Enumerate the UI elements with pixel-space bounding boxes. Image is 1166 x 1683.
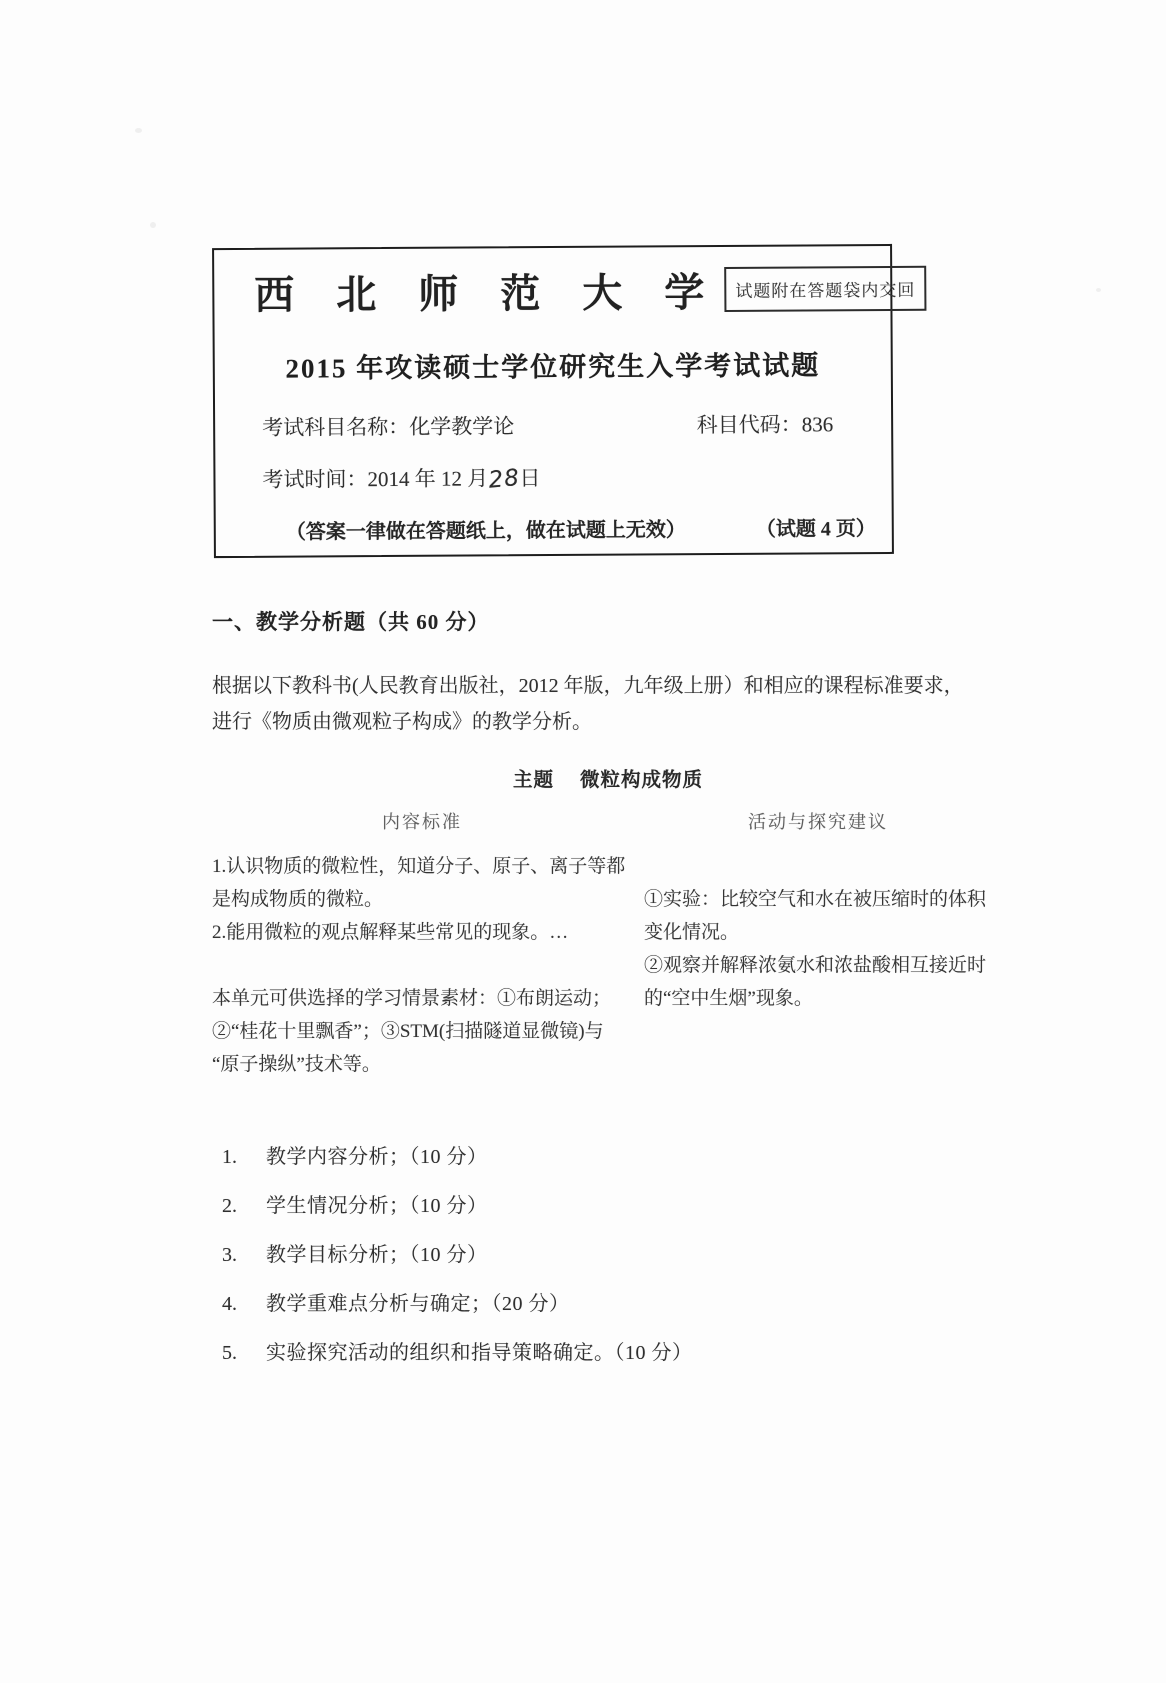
learning-materials-note: 本单元可供选择的学习情景素材：①布朗运动；②“桂花十里飘香”；③STM(扫描隧道显微镜)与“原子操纵”技术等。 xyxy=(212,988,612,1075)
exam-time xyxy=(215,460,891,494)
question-item-5 xyxy=(212,1339,1004,1368)
exam-header-box xyxy=(212,244,916,558)
table-title-label: 主题 xyxy=(512,770,554,791)
question-text: 教学重难点分析与确定；（20 分） xyxy=(266,1293,570,1315)
header-top-row xyxy=(254,260,916,321)
question-number: 5. xyxy=(222,1342,237,1364)
question-text: 教学目标分析；（10 分） xyxy=(266,1244,488,1266)
activity-item-1: ①实验：比较空气和水在被压缩时的体积变化情况。 xyxy=(644,889,987,943)
question-item-3 xyxy=(212,1241,1004,1270)
subject-row xyxy=(215,408,891,442)
table-title-topic: 微粒构成物质 xyxy=(580,770,704,791)
question-list xyxy=(212,1143,1004,1368)
university-name: 西 北 师 范 大 学 xyxy=(254,269,721,318)
exam-time-prefix: 考试时间：2014 年 12 月 xyxy=(262,466,489,492)
handwritten-day: 28 xyxy=(487,464,521,494)
question-number: 3. xyxy=(222,1244,237,1266)
activity-item-2: ②观察并解释浓氨水和浓盐酸相互接近时的“空中生烟”现象。 xyxy=(644,955,987,1009)
table-header-row xyxy=(212,808,1004,834)
exam-body xyxy=(212,606,1004,1388)
scan-speck xyxy=(135,128,142,133)
question-text: 教学内容分析；（10 分） xyxy=(266,1146,488,1168)
activity-suggestion-cell xyxy=(644,850,1004,1081)
question-number: 2. xyxy=(222,1195,237,1217)
exam-time-suffix: 日 xyxy=(519,466,541,491)
intro-line-1: 根据以下教科书(人民教育出版社，2012 年版，九年级上册）和相应的课程标准要求， xyxy=(212,675,964,697)
question-text: 实验探究活动的组织和指导策略确定。（10 分） xyxy=(266,1342,693,1364)
section-intro xyxy=(212,668,1004,740)
return-notice-box: 试题附在答题袋内交回 xyxy=(724,266,926,312)
content-standard-item-1: 1.认识物质的微粒性，知道分子、原子、离子等都是构成物质的微粒。 xyxy=(212,856,626,910)
answer-instruction: （答案一律做在答题纸上，做在试题上无效） xyxy=(285,519,686,544)
subject-code: 科目代码：836 xyxy=(696,412,834,438)
column-header-activity-suggestion: 活动与探究建议 xyxy=(748,812,888,832)
exam-title: 2015 年攻读硕士学位研究生入学考试试题 xyxy=(285,350,821,384)
question-item-2 xyxy=(212,1192,1004,1221)
instruction-row xyxy=(216,512,892,545)
question-item-1 xyxy=(212,1143,1004,1172)
content-standard-item-2: 2.能用微粒的观点解释某些常见的现象。… xyxy=(212,922,569,943)
column-header-content-standard: 内容标准 xyxy=(382,812,462,832)
page-count-note: （试题 4 页） xyxy=(755,518,876,541)
question-number: 4. xyxy=(222,1293,237,1315)
question-text: 学生情况分析；（10 分） xyxy=(266,1195,488,1217)
scan-speck xyxy=(1096,288,1101,292)
content-standard-cell xyxy=(212,850,630,1081)
question-number: 1. xyxy=(222,1146,237,1168)
scan-speck xyxy=(150,222,156,228)
curriculum-standard-table xyxy=(212,764,1004,1081)
table-title xyxy=(212,764,1004,792)
intro-line-2: 进行《物质由微观粒子构成》的教学分析。 xyxy=(212,711,592,733)
question-item-4 xyxy=(212,1290,1004,1319)
table-body-row xyxy=(212,850,1004,1081)
section-one-heading: 一、教学分析题（共 60 分） xyxy=(212,610,490,634)
subject-name: 考试科目名称：化学教学论 xyxy=(262,414,515,440)
